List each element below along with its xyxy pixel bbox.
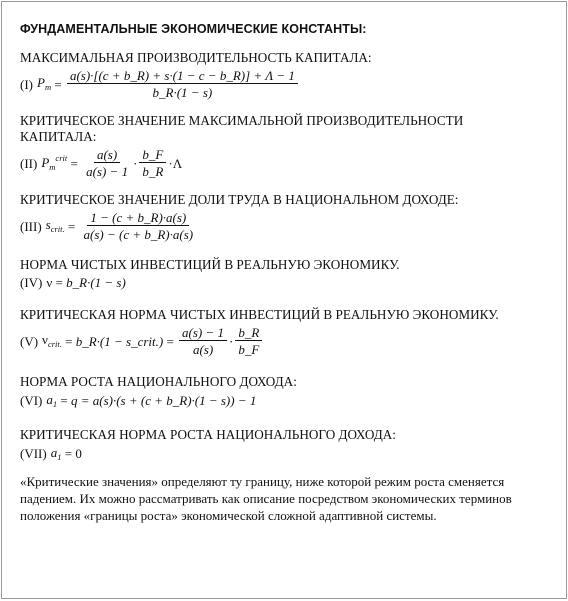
formula-1: (I) $P_m$ = $\frac{a(s)\cdot[(c + b\_R) + s\cdot(1 - c - b\_R)] + \Lambda - 1}{b\_R\cdot(1 - s)}$ [20,69,550,99]
section-heading: КРИТИЧЕСКАЯ НОРМА ЧИСТЫХ ИНВЕСТИЦИЙ В РЕАЛЬНУЮ ЭКОНОМИКУ. [20,307,499,322]
formula-number: (I) [20,76,33,92]
formula-lhs: $\nu_{crit.}$ [42,332,62,350]
formula-fraction [81,211,197,241]
fraction-numerator: b_R [235,326,262,341]
formula-rhs: b_R·(1 − s) [66,275,126,290]
formula-lhs: $s_{crit.}$ [45,217,65,235]
section-1 [20,50,550,99]
formula-fraction [235,326,262,356]
fraction-denominator: a(s) − (c + b_R)·a(s) [83,227,194,242]
fraction-numerator: a(s) − 1 [179,326,227,341]
document-page [1,1,567,599]
fraction-denominator: a(s) − 1 [86,164,129,179]
formula-tail: ·Λ [168,155,183,171]
formula-number: (VI) [20,393,43,409]
formula-rhs: 0 [75,445,82,461]
fraction-denominator: b_F [238,342,260,357]
fraction-numerator: b_F [139,148,166,163]
section-heading: НОРМА ЧИСТЫХ ИНВЕСТИЦИЙ В РЕАЛЬНУЮ ЭКОНОМИКУ. [20,257,400,272]
formula-3: (III) $s_{crit.}$ = $\frac{1 - (c + b\_R)\cdot a(s)}{a(s) - (c + b\_R)\cdot a(s)}$ [20,211,550,241]
formula-6: (VI) $a_1$ = q = a(s)·(s + (c + b_R)·(1 − s)) − 1 [20,392,257,409]
formula-fraction [83,148,131,178]
section-3 [20,192,550,241]
fraction-denominator: b_R [142,164,164,179]
formula-rhs: b_R·(1 − s_crit.) [75,333,164,349]
section-heading: МАКСИМАЛЬНАЯ ПРОИЗВОДИТЕЛЬНОСТЬ КАПИТАЛА: [20,50,372,65]
fraction-numerator: a(s)·[(c + b_R) + s·(1 − c − b_R)] + Λ − 1 [67,69,298,84]
section-heading: НОРМА РОСТА НАЦИОНАЛЬНОГО ДОХОДА: [20,374,297,389]
section-7 [20,427,550,462]
fraction-denominator: a(s) [192,342,214,357]
section-4 [20,257,550,289]
formula-rhs: q = a(s)·(s + (c + b_R)·(1 − s)) − 1 [70,393,257,409]
fraction-numerator: a(s) [94,148,120,163]
document-title: ФУНДАМЕНТАЛЬНЫЕ ЭКОНОМИЧЕСКИЕ КОНСТАНТЫ: [20,22,367,36]
formula-lhs: $P_m$ [37,75,52,93]
formula-7: (VII) $a_1$ = 0 [20,444,82,462]
formula-lhs: $a_1$ [46,392,58,409]
formula-2: (II) $P_m^{crit}$ = $\frac{a(s)}{a(s) - 1}$ · $\frac{b\_F}{b\_R}$ ·Λ [20,147,183,179]
formula-4: (IV) ν = b_R·(1 − s) [20,275,126,290]
formula-fraction [67,69,298,99]
section-heading: КРИТИЧЕСКОЕ ЗНАЧЕНИЕ МАКСИМАЛЬНОЙ ПРОИЗВОДИТЕЛЬНОСТИ КАПИТАЛА: [20,113,464,144]
formula-number: (II) [20,155,38,171]
formula-number: (III) [20,218,42,234]
formula-number: (V) [20,333,39,349]
section-2 [20,113,550,178]
section-6 [20,374,550,409]
explanatory-paragraph: «Критические значения» определяют ту границу, ниже которой режим роста сменяется падением. Их можно рассматривать как описание посредством экономических терминов положения «границы роста» экономической сложной адаптивной системы. [20,474,512,523]
section-heading: КРИТИЧЕСКОЕ ЗНАЧЕНИЕ ДОЛИ ТРУДА В НАЦИОНАЛЬНОМ ДОХОДЕ: [20,192,459,207]
section-5 [20,307,550,356]
fraction-denominator: b_R·(1 − s) [152,85,213,100]
formula-lhs: $P_m^{crit}$ [41,153,68,173]
formula-number: (IV) [20,275,43,290]
formula-number: (VII) [20,445,47,461]
formula-lhs: $a_1$ [50,444,62,462]
formula-fraction [139,148,166,178]
formula-fraction [179,326,227,356]
fraction-numerator: 1 − (c + b_R)·a(s) [87,211,189,226]
formula-5: (V) $\nu_{crit.}$ = b_R·(1 − s_crit.) = $\frac{a(s) - 1}{a(s)}$ · $\frac{b\_R}{b\_F}$ [20,326,550,356]
formula-lhs: ν [46,275,53,290]
section-heading: КРИТИЧЕСКАЯ НОРМА РОСТА НАЦИОНАЛЬНОГО ДОХОДА: [20,426,396,442]
